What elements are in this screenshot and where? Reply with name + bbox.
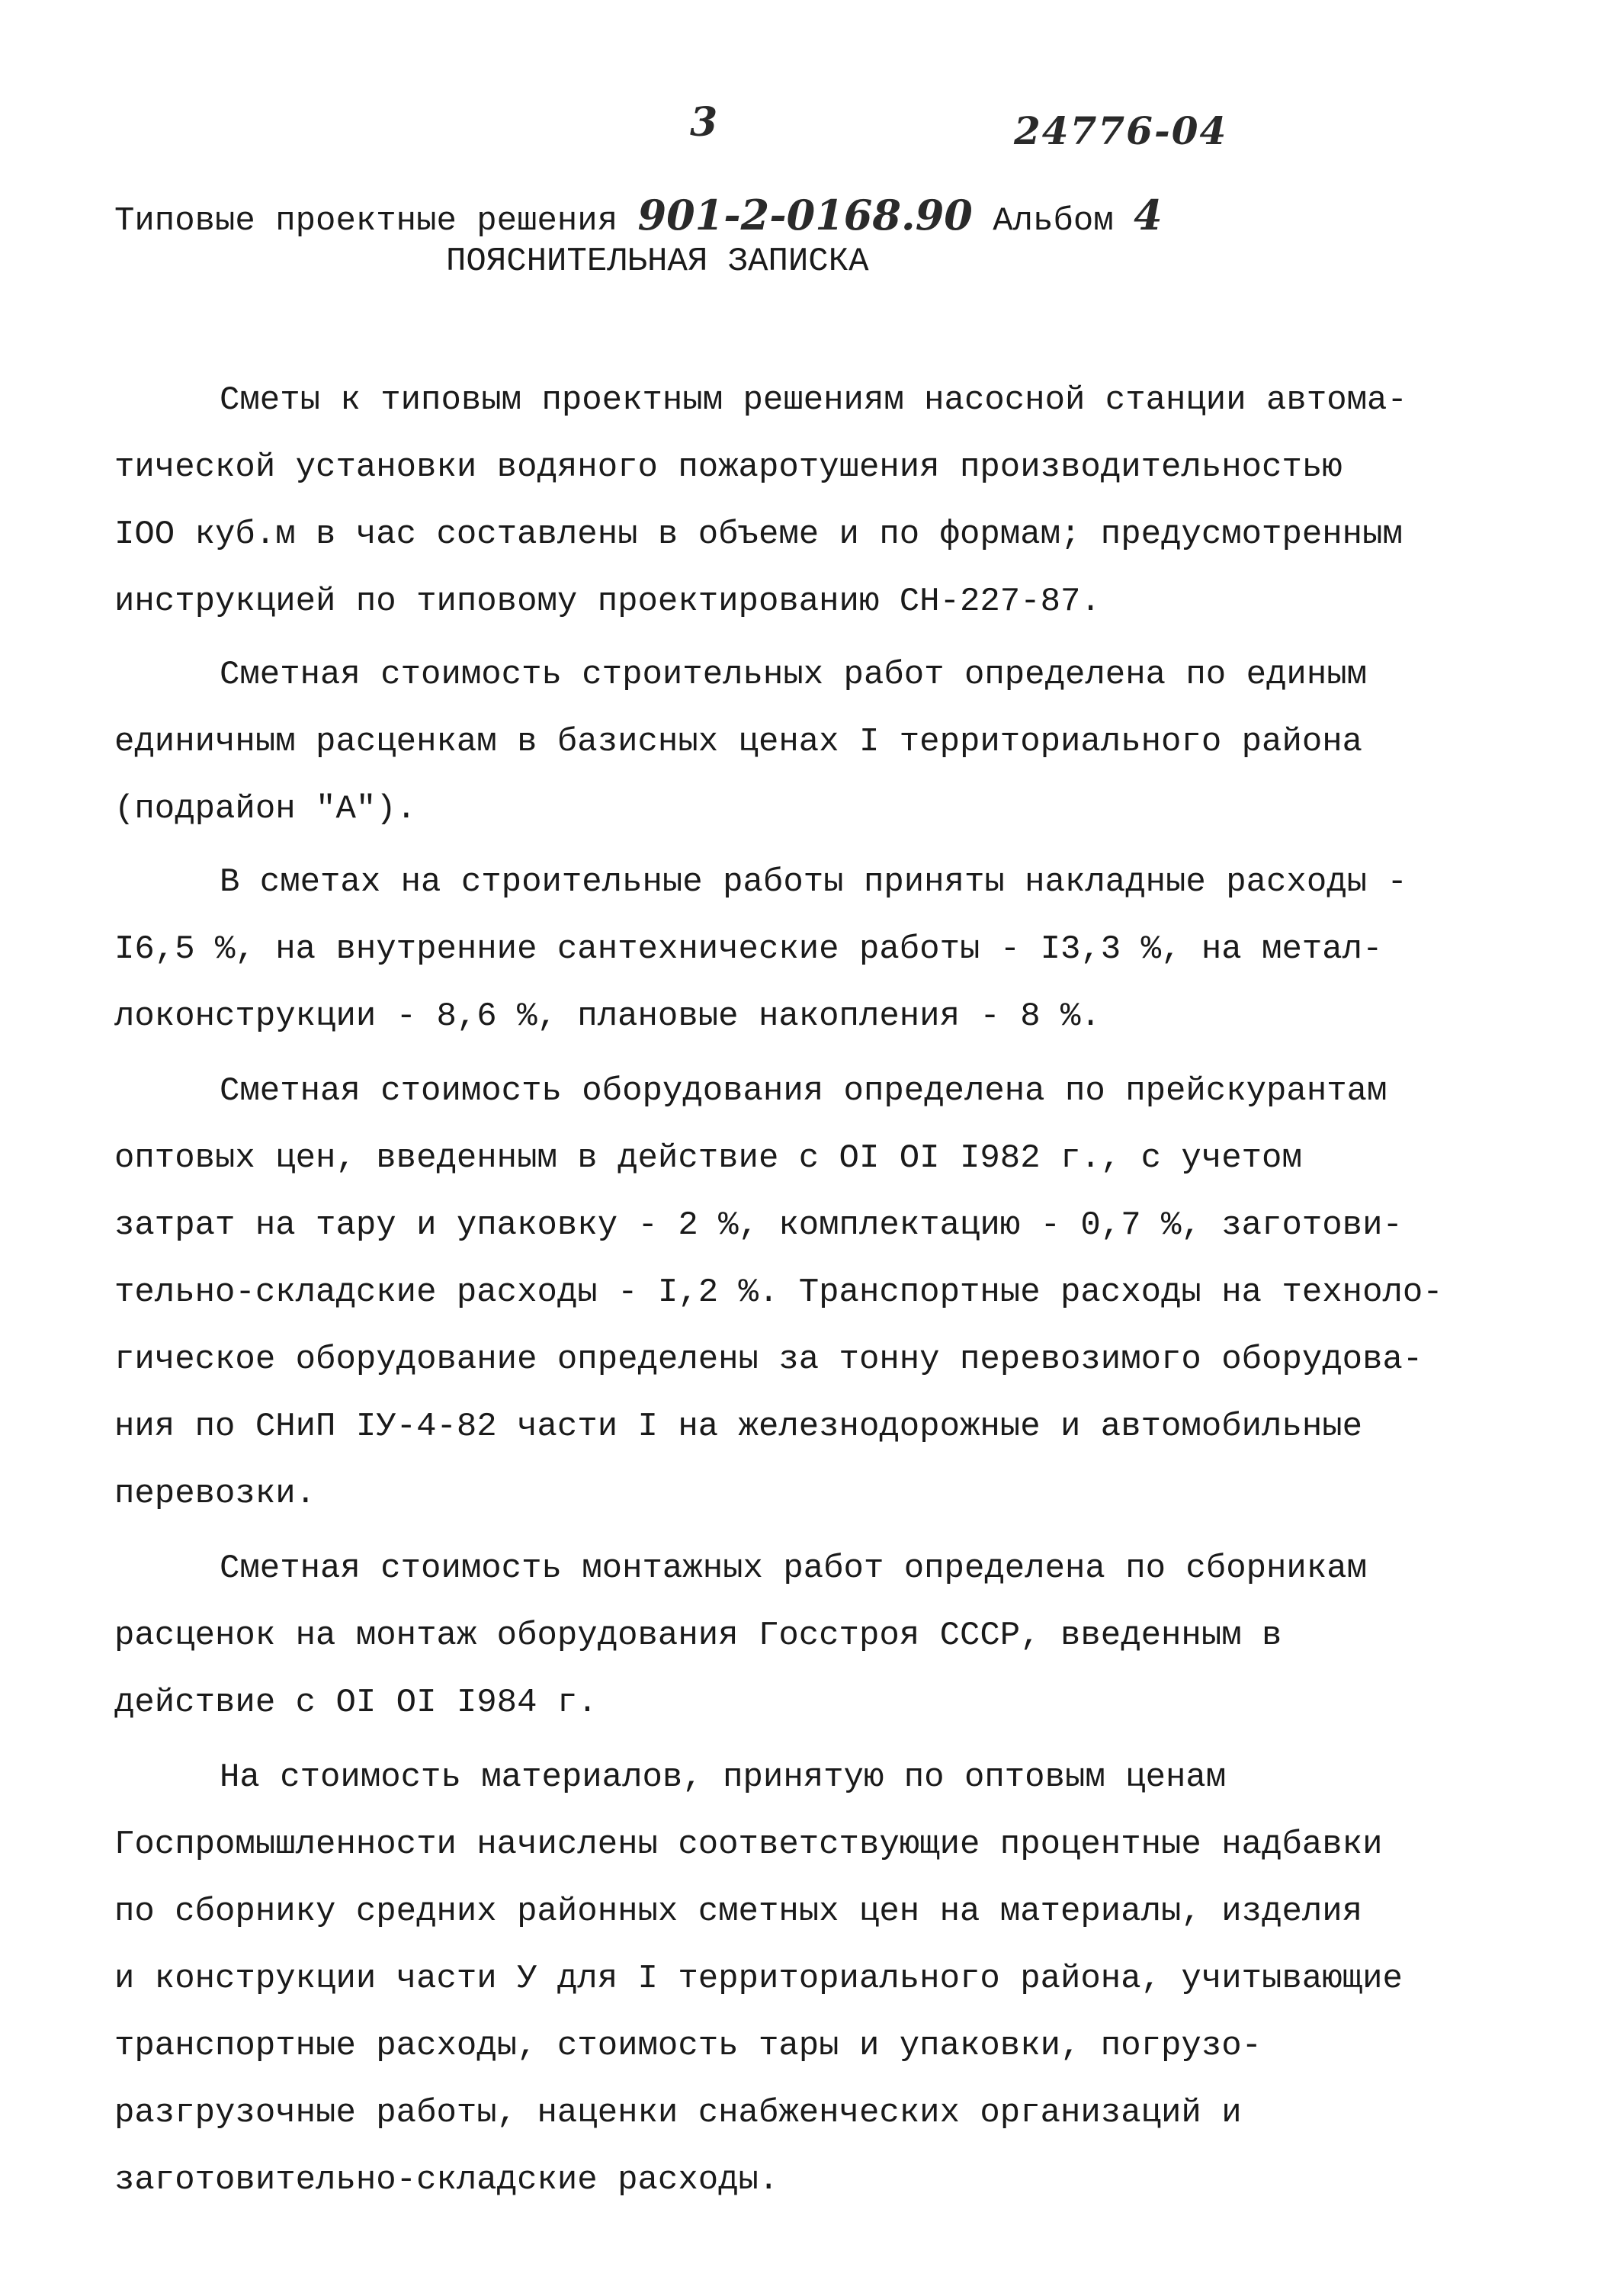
header-series-row bbox=[114, 191, 1163, 240]
album-label: Альбом bbox=[993, 202, 1114, 240]
text-line: разгрузочные работы, наценки снабженческих организаций и bbox=[114, 2094, 1242, 2132]
text-line: (подрайон "А"). bbox=[114, 790, 417, 828]
text-line: Сметная стоимость оборудования определена по прейскурантам bbox=[220, 1072, 1387, 1110]
text-line: тельно-складские расходы - I,2 %. Транспортные расходы на техноло- bbox=[114, 1273, 1443, 1312]
album-number: 4 bbox=[1134, 191, 1163, 239]
document-code: 24776-04 bbox=[1014, 108, 1228, 153]
text-line: локонструкции - 8,6 %, плановые накопления - 8 %. bbox=[114, 997, 1101, 1036]
text-line: затрат на тару и упаковку - 2 %, комплектацию - 0,7 %, заготови- bbox=[114, 1206, 1403, 1244]
text-line: I6,5 %, на внутренние сантехнические работы - I3,3 %, на метал- bbox=[114, 930, 1383, 968]
text-line: оптовых цен, введенным в действие с OI OI I982 г., с учетом bbox=[114, 1139, 1302, 1177]
text-line: транспортные расходы, стоимость тары и упаковки, погрузо- bbox=[114, 2027, 1262, 2065]
text-line: Госпромышленности начислены соответствующие процентные надбавки bbox=[114, 1826, 1383, 1864]
text-line: расценок на монтаж оборудования Госстроя СССР, введенным в bbox=[114, 1617, 1282, 1655]
text-line: Сметная стоимость монтажных работ определена по сборникам bbox=[220, 1549, 1368, 1588]
page-number: 3 bbox=[690, 99, 718, 146]
series-number: 901-2-0168.90 bbox=[637, 191, 973, 239]
text-line: и конструкции части У для I территориального района, учитывающие bbox=[114, 1960, 1403, 1998]
text-line: IOO куб.м в час составлены в объеме и по формам; предусмотренным bbox=[114, 515, 1403, 554]
text-line: заготовительно-складские расходы. bbox=[114, 2161, 779, 2199]
text-line: гическое оборудование определены за тонну перевозимого оборудова- bbox=[114, 1341, 1423, 1379]
text-line: инструкцией по типовому проектированию СН-227-87. bbox=[114, 583, 1101, 621]
text-line: Сметы к типовым проектным решениям насосной станции автома- bbox=[220, 381, 1407, 419]
text-line: действие с OI OI I984 г. bbox=[114, 1684, 598, 1722]
text-line: перевозки. bbox=[114, 1475, 316, 1513]
text-line: по сборнику средних районных сметных цен на материалы, изделия bbox=[114, 1893, 1363, 1931]
text-line: Сметная стоимость строительных работ определена по единым bbox=[220, 656, 1368, 694]
text-line: В сметах на строительные работы приняты накладные расходы - bbox=[220, 863, 1407, 901]
text-line: единичным расценкам в базисных ценах I территориального района bbox=[114, 723, 1363, 761]
text-line: тической установки водяного пожаротушения производительностью bbox=[114, 448, 1343, 486]
series-label: Типовые проектные решения bbox=[114, 202, 618, 240]
text-line: ния по СНиП IУ-4-82 части I на железнодорожные и автомобильные bbox=[114, 1408, 1363, 1446]
text-line: На стоимость материалов, принятую по оптовым ценам bbox=[220, 1758, 1227, 1797]
document-title: ПОЯСНИТЕЛЬНАЯ ЗАПИСКА bbox=[446, 242, 869, 281]
